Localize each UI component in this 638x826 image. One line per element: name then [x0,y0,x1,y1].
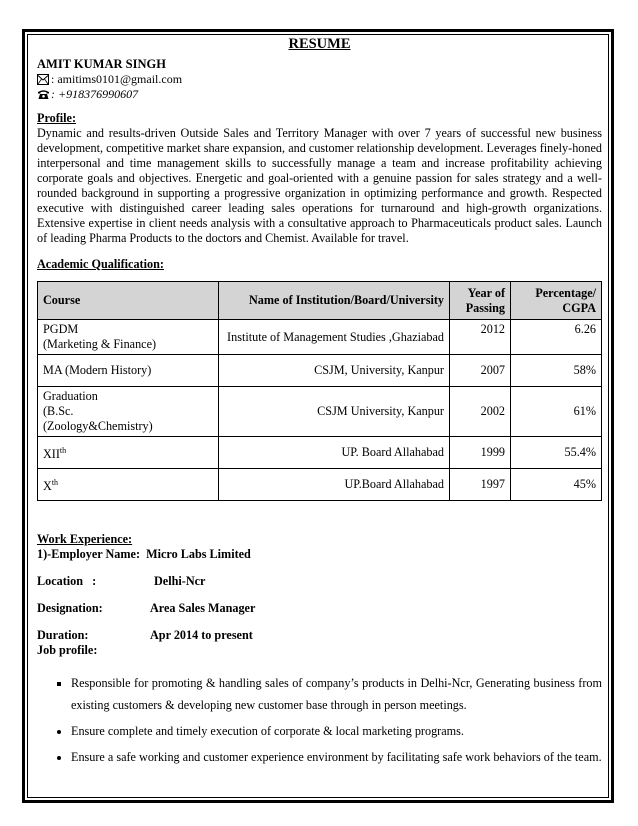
work-heading: Work Experience: [37,532,133,546]
course-name: X [43,479,52,494]
institution-cell: UP.Board Allahabad [219,469,450,501]
designation-value: Area Sales Manager [150,601,256,615]
employer-label: 1)-Employer Name: [37,547,141,561]
resume-title: RESUME [288,36,351,52]
job-profile-list [37,672,602,768]
score-cell: 45% [511,469,602,501]
year-header-line2: Passing [465,300,505,315]
table-header-row [38,282,602,320]
year-cell: 1999 [450,437,511,469]
course-cell [38,437,219,469]
year-cell: 2007 [450,355,511,387]
designation-row [37,601,602,616]
designation-label: Designation: [37,601,103,615]
column-header-percentage [511,282,602,320]
course-cell [38,320,219,355]
course-superscript: th [51,477,59,487]
employer-value: Micro Labs Limited [146,547,251,561]
phone-line [37,87,602,102]
resume-content [37,37,602,772]
duration-row [37,628,602,643]
institution-cell: CSJM, University, Kanpur [219,355,450,387]
course-detail: (Zoology&Chemistry) [43,419,153,433]
pct-header-line1: Percentage/ [535,285,596,300]
list-item: ▪ Responsible for promoting & handling sales of company’s products in Delhi-Ncr, Generating business from existing customers & developing new customer base through in person meetings. [71,672,602,716]
course-cell [38,387,219,437]
table-row [38,469,602,501]
academic-section [37,257,602,501]
course-superscript: th [59,445,67,455]
list-item: • Ensure a safe working and customer experience environment by facilitating safe work behaviors of the team. [71,746,602,768]
profile-heading: Profile: [37,111,77,125]
phone-icon [37,89,49,100]
profile-section [37,111,602,246]
course-cell: MA (Modern History) [38,355,219,387]
location-value: Delhi-Ncr [154,574,206,588]
table-row [38,387,602,437]
job-profile-label: Job profile: [37,643,98,657]
course-cell [38,469,219,501]
table-row [38,320,602,355]
score-cell: 58% [511,355,602,387]
employer-row [37,547,602,562]
score-cell: 6.26 [511,320,602,355]
email-address[interactable]: : amitims0101@gmail.com [51,72,183,86]
duration-label: Duration: [37,628,89,642]
candidate-name: AMIT KUMAR SINGH [37,57,166,71]
institution-cell: Institute of Management Studies ,Ghaziabad [219,320,450,355]
mail-icon [37,74,49,85]
year-cell: 2002 [450,387,511,437]
phone-number[interactable]: : +918376990607 [51,87,139,101]
score-cell: 61% [511,387,602,437]
institution-cell: UP. Board Allahabad [219,437,450,469]
column-header-year [450,282,511,320]
year-cell: 1997 [450,469,511,501]
year-header-line1: Year of [467,285,505,300]
column-header-institution: Name of Institution/Board/University [219,282,450,320]
work-section [37,532,602,768]
profile-text: Dynamic and results-driven Outside Sales and Territory Manager with over 7 years of successful new business development, competitive market share expansion, and customer relationship development. Leverages finely-honed interpersonal and time management skills to successfully manage a team and increase profitability achieving corporate goals and objectives. Energetic and goal-oriented with a genuine passion for sales strategy and a well-rounded background in supporting a progressive organization in optimizing performance and growth. Respected executive with distinguished career leading sales operations for turnaround and high-growth organizations. Extensive expertise in client needs analysis with a consultative approach to Pharmaceuticals product sales. Launch of leading Pharma Products to the doctors and Chemist. Available for travel. [37,126,602,245]
course-name: PGDM [43,322,79,336]
academic-heading: Academic Qualification: [37,257,164,271]
score-cell: 55.4% [511,437,602,469]
course-name: XII [43,447,60,462]
course-detail: (Marketing & Finance) [43,337,157,351]
location-label: Location : [37,574,97,588]
course-detail: (B.Sc. [43,404,74,418]
location-row [37,574,602,589]
course-name: Graduation [43,389,98,403]
list-item: • Ensure complete and timely execution of corporate & local marketing programs. [71,720,602,742]
table-row [38,355,602,387]
table-row [38,437,602,469]
institution-cell: CSJM University, Kanpur [219,387,450,437]
year-cell: 2012 [450,320,511,355]
academic-table [37,281,602,501]
email-line [37,72,602,87]
pct-header-line2: CGPA [562,300,596,315]
duration-value: Apr 2014 to present [150,628,253,642]
column-header-course: Course [38,282,219,320]
